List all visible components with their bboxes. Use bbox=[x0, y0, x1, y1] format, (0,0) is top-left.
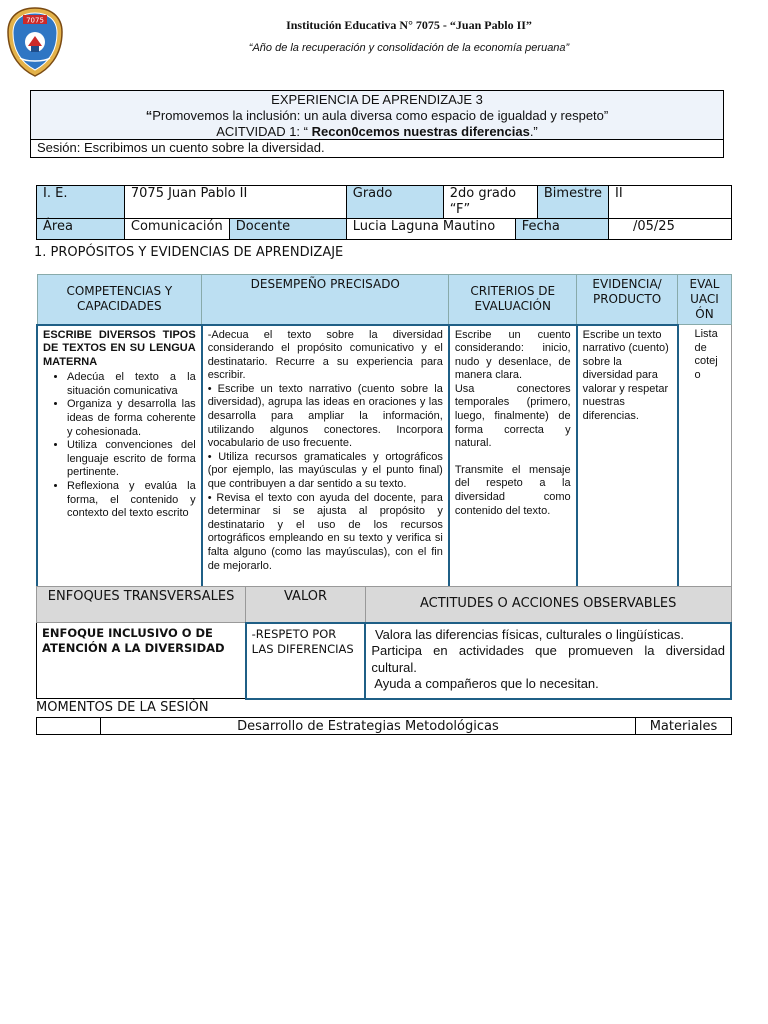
purposes-table bbox=[36, 274, 732, 588]
actitud-item: Participa en actividades que promueven la diversidad cultural. bbox=[371, 643, 725, 675]
header-competencias: COMPETENCIAS Y CAPACIDADES bbox=[37, 275, 202, 325]
dev-strategies-header: Desarrollo de Estrategias Metodológicas bbox=[100, 718, 635, 735]
moments-table bbox=[36, 717, 732, 735]
area-label: Área bbox=[37, 219, 125, 240]
competencias-cell bbox=[37, 325, 202, 587]
header-criterios: CRITERIOS DE EVALUACIÓN bbox=[449, 275, 577, 325]
enfoques-table bbox=[36, 586, 732, 700]
header-desempeno: DESEMPEÑO PRECISADO bbox=[202, 275, 449, 325]
desempeno-item: • Escribe un texto narrativo (cuento sobre la diversidad), agrupa las ideas en oraciones y las desarrolla para ampliar la información, utilizando algunos conectores. Incorpora vocabulario de uso frecuente. bbox=[207, 382, 443, 450]
capacidades-list bbox=[43, 371, 196, 521]
session-title: Sesión: Escribimos un cuento sobre la diversidad. bbox=[30, 140, 724, 158]
header-evaluacion: EVAL UACI ÓN bbox=[678, 275, 732, 325]
fecha-value: /05/25 bbox=[609, 219, 732, 240]
bimestre-value: II bbox=[609, 186, 732, 219]
area-value: Comunicación bbox=[124, 219, 229, 240]
list-item: • Utiliza convenciones del lenguaje escrito de forma pertinente. bbox=[67, 439, 196, 480]
list-item: • Reflexiona y evalúa la forma, el contenido y contexto del texto escrito bbox=[67, 480, 196, 521]
desempeno-item: • Revisa el texto con ayuda del docente, para determinar si se ajusta al propósito y destinatario y el uso de los recursos ortográficos empleando en su texto y verifica si falta alguno (como las mayúsculas), con el fin de mejorarlo. bbox=[207, 491, 443, 572]
desempeno-cell bbox=[202, 325, 449, 587]
evidencia-cell: Escribe un texto narrativo (cuento) sobre la diversidad para valorar y respetar nuestras diferencias. bbox=[577, 325, 678, 587]
list-item: • Organiza y desarrolla las ideas de forma coherente y cohesionada. bbox=[67, 398, 196, 439]
ie-label: I. E. bbox=[37, 186, 125, 219]
header-actitudes: ACTITUDES O ACCIONES OBSERVABLES bbox=[365, 587, 731, 623]
experience-title: EXPERIENCIA DE APRENDIZAJE 3 bbox=[271, 92, 483, 107]
activity-title: ACITVIDAD 1: “ Recon0cemos nuestras diferencias.” bbox=[216, 124, 538, 139]
actitud-item: Valora las diferencias físicas, culturales o lingüísticas. bbox=[371, 626, 684, 642]
actitud-item: Ayuda a compañeros que lo necesitan. bbox=[371, 676, 599, 691]
list-item: • Adecúa el texto a la situación comunicativa bbox=[67, 371, 196, 398]
header-enfoques: ENFOQUES TRANSVERSALES bbox=[37, 587, 246, 623]
desempeno-item: -Adecua el texto sobre la diversidad considerando el propósito comunicativo y el destinatario. Recurre a su experiencia para escribir. bbox=[207, 328, 443, 382]
criterio-item: Transmite el mensaje del respeto a la diversidad como contenido del texto. bbox=[454, 463, 571, 517]
year-motto: “Año de la recuperación y consolidación de la economía peruana” bbox=[248, 42, 570, 54]
svg-text:7075: 7075 bbox=[26, 16, 44, 25]
moments-empty-cell bbox=[37, 718, 101, 735]
valor-respeto: -RESPETO POR LAS DIFERENCIAS bbox=[246, 623, 366, 699]
evaluacion-value: Lista de cotej o bbox=[694, 328, 718, 381]
criterio-item: Usa conectores temporales (primero, luego, finalmente) de forma correcta y natural. bbox=[454, 382, 571, 450]
materials-header: Materiales bbox=[636, 718, 732, 735]
experience-header bbox=[30, 90, 724, 140]
ie-value: 7075 Juan Pablo II bbox=[124, 186, 346, 219]
enfoque-inclusivo: ENFOQUE INCLUSIVO O DE ATENCIÓN A LA DIVERSIDAD bbox=[37, 623, 246, 699]
experience-subtitle: “Promovemos la inclusión: un aula diversa como espacio de igualdad y respeto” bbox=[145, 108, 609, 123]
section-purposes-title: 1. PROPÓSITOS Y EVIDENCIAS DE APRENDIZAJE bbox=[34, 245, 344, 260]
competencia-title: ESCRIBE DIVERSOS TIPOS DE TEXTOS EN SU LENGUA MATERNA bbox=[43, 328, 196, 368]
header-valor: VALOR bbox=[246, 587, 366, 623]
docente-label: Docente bbox=[229, 219, 346, 240]
docente-value: Lucia Laguna Mautino bbox=[346, 219, 515, 240]
grado-label: Grado bbox=[346, 186, 443, 219]
desempeno-item: • Utiliza recursos gramaticales y ortográficos (por ejemplo, las mayúsculas y el punto final) que contribuyen a dar sentido a su texto. bbox=[207, 450, 443, 491]
general-info-table bbox=[36, 185, 732, 240]
criterios-cell bbox=[449, 325, 577, 587]
actitudes-cell bbox=[365, 623, 731, 699]
header-evidencia: EVIDENCIA/ PRODUCTO bbox=[577, 275, 678, 325]
moments-title: MOMENTOS DE LA SESIÓN bbox=[36, 700, 209, 715]
grado-value: 2do grado “F” bbox=[443, 186, 537, 219]
bimestre-label: Bimestre bbox=[537, 186, 608, 219]
evaluacion-cell bbox=[678, 325, 732, 587]
criterio-item: Escribe un cuento considerando: inicio, nudo y desenlace, de manera clara. bbox=[454, 328, 571, 382]
fecha-label: Fecha bbox=[515, 219, 608, 240]
institution-name: Institución Educativa N° 7075 - “Juan Pablo II” bbox=[286, 18, 532, 32]
